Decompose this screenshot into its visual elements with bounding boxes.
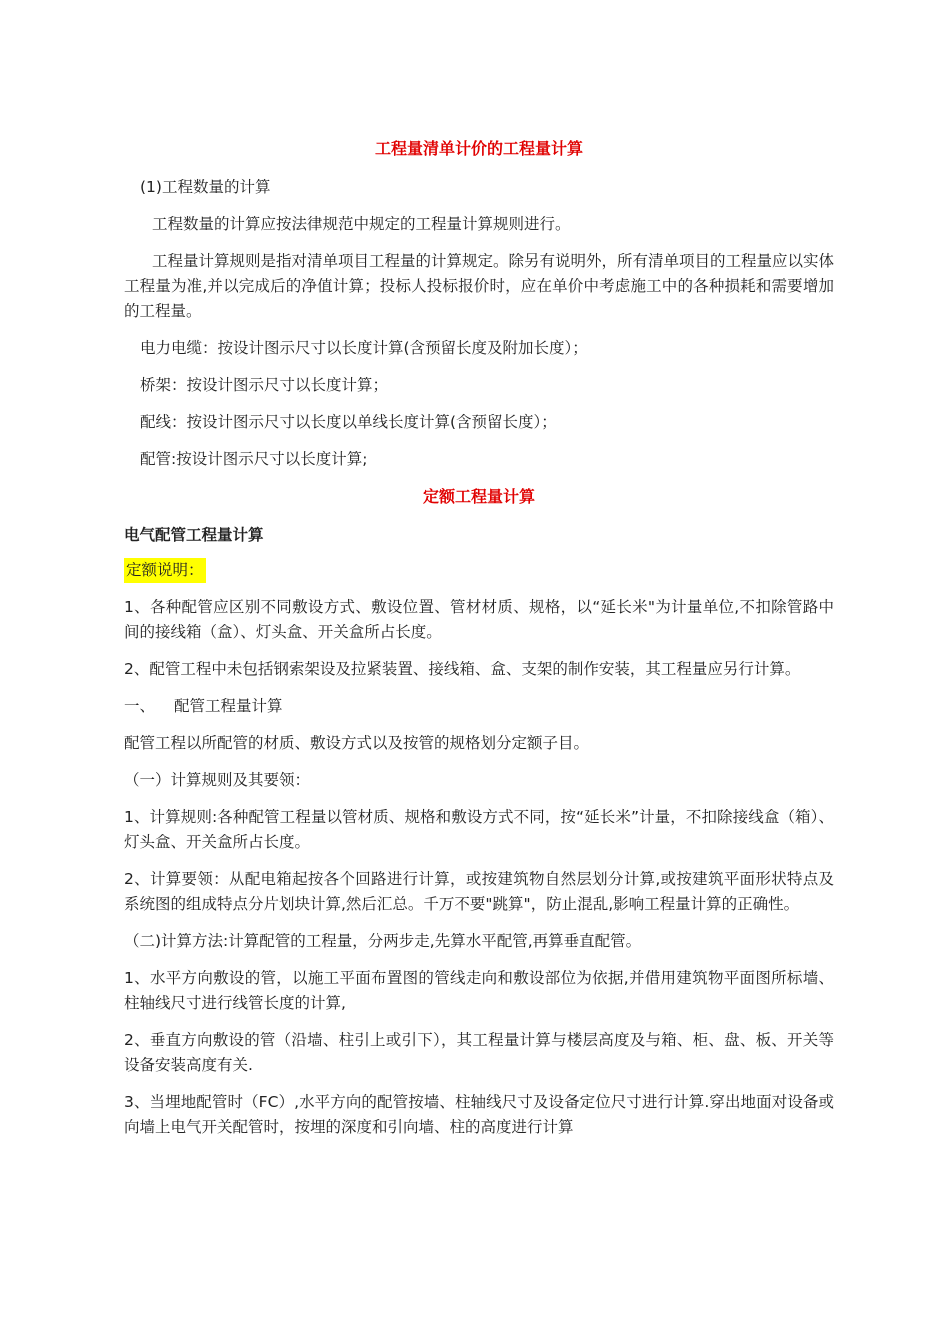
item-cable-tray: 桥架：按设计图示尺寸以长度计算； bbox=[140, 376, 389, 394]
rule-2: 2、计算要领：从配电箱起按各个回路进行计算，或按建筑物自然层划分计算,或按建筑平面形状特点及系统图的组成特点分片划块计算,然后汇总。千万不要"跳算"，防止混乱,影响工程量计算的正确性。 bbox=[124, 870, 834, 913]
sub-heading-quantity-calc: (1)工程数量的计算 bbox=[140, 178, 271, 196]
sub-heading-methods: （二)计算方法:计算配管的工程量，分两步走,先算水平配管,再算垂直配管。 bbox=[124, 932, 642, 950]
heading-electrical-conduit: 电气配管工程量计算 bbox=[124, 526, 264, 544]
doc-title-quota-quantity: 定额工程量计算 bbox=[422, 487, 535, 506]
quota-label-highlight: 定额说明： bbox=[124, 558, 206, 583]
method-1: 1、水平方向敷设的管，以施工平面布置图的管线走向和敷设部位为依据,并借用建筑物平面图所标墙、柱轴线尺寸进行线管长度的计算, bbox=[124, 969, 834, 1012]
method-3: 3、当埋地配管时（FC）,水平方向的配管按墙、柱轴线尺寸及设备定位尺寸进行计算.穿出地面对设备或向墙上电气开关配管时，按埋的深度和引向墙、柱的高度进行计算 bbox=[124, 1093, 834, 1136]
sub-heading-rules: （一）计算规则及其要领： bbox=[124, 771, 311, 789]
note-2: 2、配管工程中未包括钢索架设及拉紧装置、接线箱、盒、支架的制作安装，其工程量应另行计算。 bbox=[124, 660, 801, 678]
paragraph-divide: 配管工程以所配管的材质、敷设方式以及按管的规格划分定额子目。 bbox=[124, 734, 590, 752]
item-wiring: 配线：按设计图示尺寸以长度以单线长度计算(含预留长度）； bbox=[140, 413, 557, 431]
paragraph-rules: 工程量计算规则是指对清单项目工程量的计算规定。除另有说明外，所有清单项目的工程量应以实体工程量为准,并以完成后的净值计算；投标人投标报价时，应在单价中考虑施工中的各种损耗和需要增加的工程量。 bbox=[124, 252, 835, 320]
section-1-title: 配管工程量计算 bbox=[174, 697, 283, 715]
section-1-heading bbox=[124, 694, 834, 719]
doc-title-bill-quantity: 工程量清单计价的工程量计算 bbox=[374, 139, 583, 158]
quota-label-row bbox=[124, 558, 834, 583]
method-2: 2、垂直方向敷设的管（沿墙、柱引上或引下），其工程量计算与楼层高度及与箱、柜、盘、板、开关等设备安装高度有关. bbox=[124, 1031, 834, 1074]
paragraph-intro: 工程数量的计算应按法律规范中规定的工程量计算规则进行。 bbox=[152, 215, 571, 233]
section-1-number: 一、 bbox=[124, 697, 156, 715]
document-body bbox=[124, 136, 834, 1152]
item-power-cable: 电力电缆：按设计图示尺寸以长度计算(含预留长度及附加长度）； bbox=[140, 339, 588, 357]
rule-1: 1、计算规则:各种配管工程量以管材质、规格和敷设方式不同，按“延长米”计量，不扣除接线盒（箱）、灯头盒、开关盒所占长度。 bbox=[124, 808, 834, 851]
note-1: 1、各种配管应区别不同敷设方式、敷设位置、管材材质、规格，以“延长米"为计量单位,不扣除管路中间的接线箱（盒）、灯头盒、开关盒所占长度。 bbox=[124, 598, 834, 641]
item-conduit: 配管:按设计图示尺寸以长度计算; bbox=[140, 450, 368, 468]
